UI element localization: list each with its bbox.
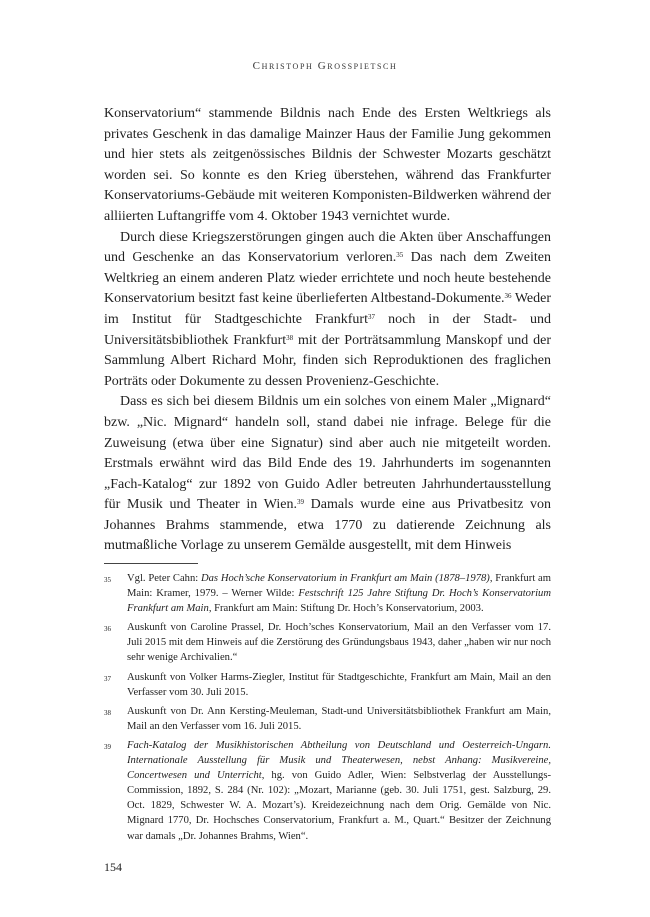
footnotes — [104, 571, 551, 848]
footnote-divider — [104, 563, 198, 564]
footnote-37 — [104, 670, 551, 700]
footnote-36 — [104, 620, 551, 665]
footnote-35 — [104, 571, 551, 616]
paragraph-2-text-d: noch in der Stadt- und Universitätsbibliothek Frankfurt — [104, 311, 551, 348]
book-title: Festschrift 125 Jahre Stiftung Dr. Hoch’s Konservatorium Frankfurt am Main — [127, 588, 551, 615]
paragraph-2 — [104, 228, 551, 393]
footnote-number: 36 — [104, 625, 111, 634]
running-header: Christoph Grosspietsch — [252, 60, 398, 72]
paragraph-2-text-e: mit der Porträtsammlung Manskopf und der Sammlung Albert Richard Mohr, finden sich Reproduktionen des fraglichen Porträts oder Dokumente zu dessen Provenienz-Geschichte. — [104, 332, 551, 389]
footnote-number: 35 — [104, 576, 111, 584]
footnote-ref-36[interactable]: 36 — [504, 292, 512, 301]
paragraph-2-text-a: Durch diese Kriegszerstörungen gingen auch die Akten über Anschaffungen und Geschenke an das Konservatorium verloren. — [104, 229, 551, 266]
paragraph-3-text-b: Damals wurde eine aus Privatbesitz von Johannes Brahms stammende, etwa 1770 zu datierende Zeichnung als mutmaßliche Vorlage zu unserem Gemälde ausgestellt, mit dem Hinweis — [104, 497, 551, 554]
footnote-text: , Frankfurt am Main: Kramer, 1979. – Werner Wilde: — [127, 573, 552, 600]
footnote-text: , hg. von Guido Adler, Wien: Selbstverlag der Ausstellungs-Commission, 1892, S. 284 (Nr. 102): „Mozart, Marianne (geb. 30. Juli 1751, gest. Salzburg, 29. Oct. 1829, Schwester W. A. Mozart’s). Kreidezeichnung nach dem Orig. Gemälde von Nic. Mignard 1770, Dr. Hochsches Conservatorium, Frankfurt a. M., Quart.“ Besitzer der Zeichnung war damals „Dr. Johannes Brahms, Wien“. — [127, 770, 551, 842]
paragraph-3-text-a: Dass es sich bei diesem Bildnis um ein solches von einem Maler „Mignard“ bzw. „Nic. Mignard“ handeln soll, stand dabei nie infrage. Belege für die Zuweisung (etwa über eine Signatur) sind aber auch nie mitgeteilt worden. Erstmals erwähnt wird das Bild Ende des 19. Jahrhunderts im sogenannten „Fach-Katalog“ zur 1892 von Guido Adler betreuten Jahrhundertausstellung für Musik und Theater in Wien. — [104, 394, 551, 513]
paragraph-3 — [104, 392, 551, 557]
footnote-ref-35[interactable]: 35 — [396, 251, 404, 260]
footnote-text: Vgl. Peter Cahn: — [127, 573, 201, 584]
page-number: 154 — [104, 860, 122, 874]
footnote-ref-38[interactable]: 38 — [286, 333, 294, 342]
footnote-number: 39 — [104, 742, 111, 751]
paragraph-2-text-b: Das nach dem Zweiten Weltkrieg an einem anderen Platz wieder errichtete und noch heute bestehende Konservatorium besitzt fast keine überlieferten Altbestand-Dokumente. — [104, 250, 551, 307]
footnote-38 — [104, 704, 551, 734]
footnote-text: Auskunft von Caroline Prassel, Dr. Hoch’sches Konservatorium, Mail an den Verfasser vom 17. Juli 2015 mit dem Hinweis auf die Zerstörung des Gründungsbaus 1943, daher „haben wir nur noch sehr wenige Archivalien.“ — [127, 622, 551, 664]
footnote-39 — [104, 738, 551, 844]
paragraph-1: Konservatorium“ stammende Bildnis nach Ende des Ersten Weltkriegs als privates Geschenk in das damalige Mainzer Haus der Familie Jung gekommen und hier stets als zeitgenössisches Bildnis der Schwester Mozarts geschätzt worden sei. So konnte es den Krieg überstehen, während das Frankfurter Konservatoriums-Gebäude mit weiteren Komponisten-Bildwerken während der alliierten Luftangriffe vom 4. Oktober 1943 vernichtet wurde. — [104, 106, 551, 224]
footnote-ref-39[interactable]: 39 — [296, 498, 304, 507]
paragraph-2-text-c: Weder im Institut für Stadtgeschichte Frankfurt — [104, 291, 551, 327]
footnote-text: Auskunft von Dr. Ann Kersting-Meuleman, Stadt-und Universitätsbibliothek Frankfurt am Main, Mail an den Verfasser vom 16. Juli 2015. — [127, 705, 551, 732]
footnote-text: , Frankfurt am Main: Stiftung Dr. Hoch’s Konservatorium, 2003. — [208, 603, 484, 615]
footnote-text: Auskunft von Volker Harms-Ziegler, Institut für Stadtgeschichte, Frankfurt am Main, Mail an den Verfasser vom 30. Juli 2015. — [127, 671, 551, 698]
catalog-title: Fach-Katalog der Musikhistorischen Abtheilung von Deutschland und Oesterreich-Ungarn. Internationale Ausstellung für Musik und Theaterwesen, nebst Anhang: Musikvereine, Concertwesen und Unterricht — [127, 739, 551, 782]
book-title: Das Hoch’sche Konservatorium in Frankfurt am Main (1878–1978) — [200, 573, 490, 584]
footnote-number: 37 — [104, 674, 111, 683]
footnote-number: 38 — [104, 708, 111, 717]
footnote-ref-37[interactable]: 37 — [367, 312, 375, 321]
main-text — [104, 104, 551, 557]
